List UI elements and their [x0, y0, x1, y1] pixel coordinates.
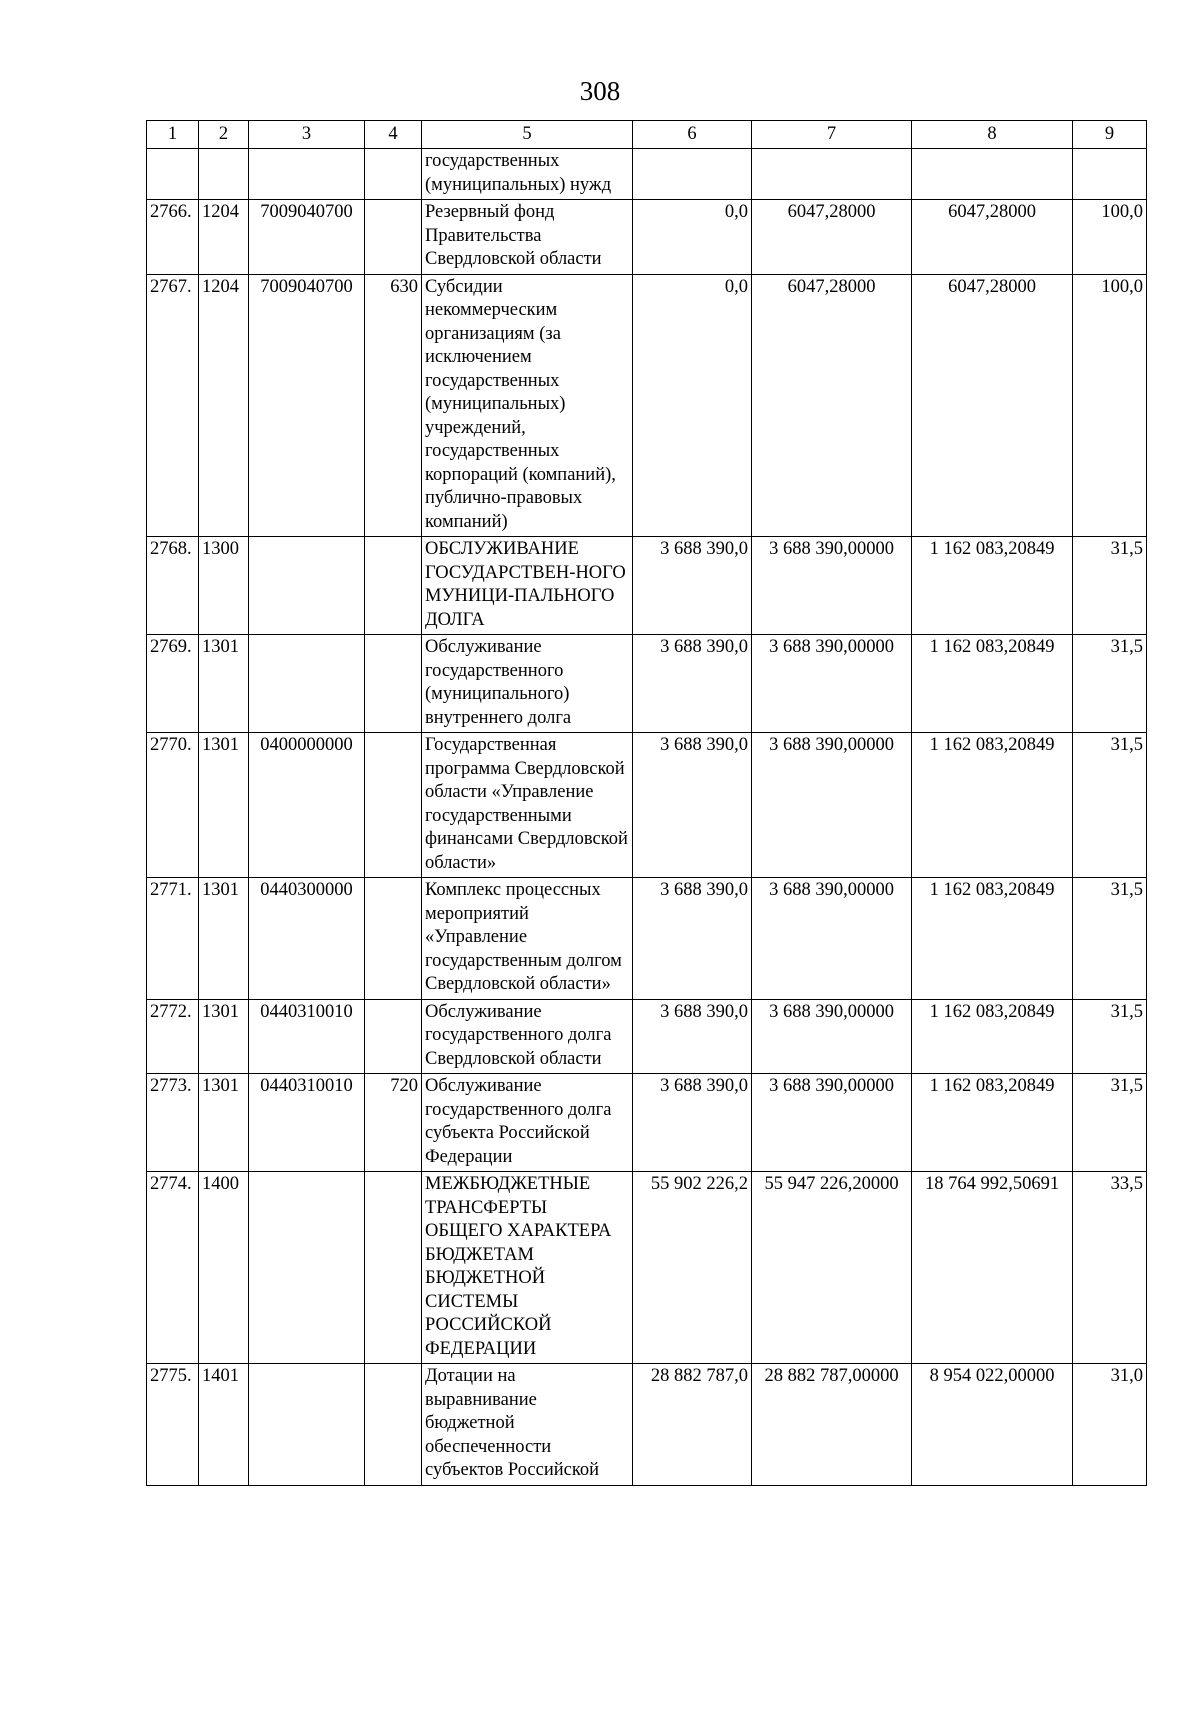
refined-amount-cell: 6047,28000 — [752, 274, 912, 537]
table-row — [147, 1172, 1147, 1364]
approved-amount-cell: 28 882 787,0 — [633, 1364, 752, 1486]
budget-table — [146, 120, 1147, 1486]
column-header: 2 — [199, 121, 249, 149]
executed-amount-cell: 18 764 992,50691 — [912, 1172, 1073, 1364]
item-name-cell: Обслуживание государственного долга субъекта Российской Федерации — [422, 1074, 633, 1172]
expense-type-cell — [365, 733, 422, 878]
table-row — [147, 999, 1147, 1074]
target-article-cell: 7009040700 — [249, 200, 365, 275]
approved-amount-cell: 3 688 390,0 — [633, 878, 752, 1000]
item-name-cell: Субсидии некоммерческим организациям (за исключением государственных (муниципальных) учреждений, государственных корпораций (компаний), публично-правовых компаний) — [422, 274, 633, 537]
approved-amount-cell: 0,0 — [633, 200, 752, 275]
item-name-cell: Государственная программа Свердловской области «Управление государственными финансами Свердловской области» — [422, 733, 633, 878]
approved-amount-cell — [633, 149, 752, 200]
column-header: 6 — [633, 121, 752, 149]
expense-type-cell — [365, 200, 422, 275]
executed-amount-cell: 6047,28000 — [912, 200, 1073, 275]
expense-type-cell — [365, 1364, 422, 1486]
refined-amount-cell: 3 688 390,00000 — [752, 635, 912, 733]
refined-amount-cell: 55 947 226,20000 — [752, 1172, 912, 1364]
target-article-cell — [249, 1172, 365, 1364]
execution-percent-cell: 31,0 — [1073, 1364, 1147, 1486]
target-article-cell — [249, 149, 365, 200]
column-header: 5 — [422, 121, 633, 149]
section-code-cell: 1301 — [199, 878, 249, 1000]
executed-amount-cell: 1 162 083,20849 — [912, 1074, 1073, 1172]
target-article-cell — [249, 1364, 365, 1486]
executed-amount-cell: 8 954 022,00000 — [912, 1364, 1073, 1486]
target-article-cell: 0440310010 — [249, 999, 365, 1074]
item-name-cell: Комплекс процессных мероприятий «Управление государственным долгом Свердловской области» — [422, 878, 633, 1000]
table-row — [147, 733, 1147, 878]
execution-percent-cell: 33,5 — [1073, 1172, 1147, 1364]
refined-amount-cell: 28 882 787,00000 — [752, 1364, 912, 1486]
table-row — [147, 635, 1147, 733]
item-name-cell: ОБСЛУЖИВАНИЕ ГОСУДАРСТВЕН-НОГО МУНИЦИ-ПАЛЬНОГО ДОЛГА — [422, 537, 633, 635]
column-header: 7 — [752, 121, 912, 149]
row-number-cell: 2768. — [147, 537, 199, 635]
section-code-cell: 1300 — [199, 537, 249, 635]
expense-type-cell — [365, 537, 422, 635]
section-code-cell: 1301 — [199, 635, 249, 733]
section-code-cell: 1301 — [199, 1074, 249, 1172]
executed-amount-cell — [912, 149, 1073, 200]
item-name-cell: Обслуживание государственного долга Свердловской области — [422, 999, 633, 1074]
execution-percent-cell: 31,5 — [1073, 999, 1147, 1074]
refined-amount-cell: 3 688 390,00000 — [752, 1074, 912, 1172]
section-code-cell: 1401 — [199, 1364, 249, 1486]
execution-percent-cell: 31,5 — [1073, 733, 1147, 878]
target-article-cell: 7009040700 — [249, 274, 365, 537]
target-article-cell — [249, 635, 365, 733]
row-number-cell: 2769. — [147, 635, 199, 733]
section-code-cell: 1301 — [199, 733, 249, 878]
item-name-cell: Дотации на выравнивание бюджетной обеспеченности субъектов Российской — [422, 1364, 633, 1486]
column-header: 1 — [147, 121, 199, 149]
item-name-cell: государственных (муниципальных) нужд — [422, 149, 633, 200]
executed-amount-cell: 1 162 083,20849 — [912, 733, 1073, 878]
approved-amount-cell: 0,0 — [633, 274, 752, 537]
row-number-cell: 2767. — [147, 274, 199, 537]
approved-amount-cell: 3 688 390,0 — [633, 999, 752, 1074]
refined-amount-cell: 3 688 390,00000 — [752, 537, 912, 635]
table-body — [147, 149, 1147, 1486]
execution-percent-cell: 31,5 — [1073, 635, 1147, 733]
expense-type-cell — [365, 149, 422, 200]
target-article-cell — [249, 537, 365, 635]
row-number-cell: 2770. — [147, 733, 199, 878]
item-name-cell: МЕЖБЮДЖЕТНЫЕ ТРАНСФЕРТЫ ОБЩЕГО ХАРАКТЕРА БЮДЖЕТАМ БЮДЖЕТНОЙ СИСТЕМЫ РОССИЙСКОЙ ФЕДЕРАЦИИ — [422, 1172, 633, 1364]
table-row — [147, 274, 1147, 537]
section-code-cell: 1204 — [199, 200, 249, 275]
refined-amount-cell: 3 688 390,00000 — [752, 878, 912, 1000]
execution-percent-cell: 31,5 — [1073, 878, 1147, 1000]
row-number-cell: 2766. — [147, 200, 199, 275]
page-number: 308 — [579, 76, 621, 106]
table-row — [147, 1074, 1147, 1172]
approved-amount-cell: 55 902 226,2 — [633, 1172, 752, 1364]
approved-amount-cell: 3 688 390,0 — [633, 537, 752, 635]
section-code-cell: 1204 — [199, 274, 249, 537]
row-number-cell: 2772. — [147, 999, 199, 1074]
approved-amount-cell: 3 688 390,0 — [633, 635, 752, 733]
row-number-cell: 2773. — [147, 1074, 199, 1172]
item-name-cell: Резервный фонд Правительства Свердловской области — [422, 200, 633, 275]
row-number-cell: 2771. — [147, 878, 199, 1000]
executed-amount-cell: 1 162 083,20849 — [912, 999, 1073, 1074]
execution-percent-cell: 100,0 — [1073, 200, 1147, 275]
table-row — [147, 878, 1147, 1000]
section-code-cell: 1400 — [199, 1172, 249, 1364]
approved-amount-cell: 3 688 390,0 — [633, 733, 752, 878]
expense-type-cell — [365, 878, 422, 1000]
row-number-cell: 2774. — [147, 1172, 199, 1364]
table-row — [147, 537, 1147, 635]
item-name-cell: Обслуживание государственного (муниципального) внутреннего долга — [422, 635, 633, 733]
execution-percent-cell — [1073, 149, 1147, 200]
column-header: 3 — [249, 121, 365, 149]
execution-percent-cell: 31,5 — [1073, 1074, 1147, 1172]
column-number-row — [147, 121, 1147, 149]
column-header: 4 — [365, 121, 422, 149]
section-code-cell — [199, 149, 249, 200]
target-article-cell: 0440300000 — [249, 878, 365, 1000]
target-article-cell: 0400000000 — [249, 733, 365, 878]
table-row — [147, 200, 1147, 275]
executed-amount-cell: 6047,28000 — [912, 274, 1073, 537]
table-row — [147, 1364, 1147, 1486]
row-number-cell: 2775. — [147, 1364, 199, 1486]
column-header: 9 — [1073, 121, 1147, 149]
approved-amount-cell: 3 688 390,0 — [633, 1074, 752, 1172]
execution-percent-cell: 31,5 — [1073, 537, 1147, 635]
executed-amount-cell: 1 162 083,20849 — [912, 635, 1073, 733]
refined-amount-cell — [752, 149, 912, 200]
expense-type-cell — [365, 999, 422, 1074]
table-row — [147, 149, 1147, 200]
refined-amount-cell: 3 688 390,00000 — [752, 733, 912, 878]
executed-amount-cell: 1 162 083,20849 — [912, 537, 1073, 635]
execution-percent-cell: 100,0 — [1073, 274, 1147, 537]
expense-type-cell — [365, 1172, 422, 1364]
refined-amount-cell: 6047,28000 — [752, 200, 912, 275]
target-article-cell: 0440310010 — [249, 1074, 365, 1172]
row-number-cell — [147, 149, 199, 200]
expense-type-cell — [365, 635, 422, 733]
executed-amount-cell: 1 162 083,20849 — [912, 878, 1073, 1000]
refined-amount-cell: 3 688 390,00000 — [752, 999, 912, 1074]
expense-type-cell: 720 — [365, 1074, 422, 1172]
expense-type-cell: 630 — [365, 274, 422, 537]
column-header: 8 — [912, 121, 1073, 149]
section-code-cell: 1301 — [199, 999, 249, 1074]
